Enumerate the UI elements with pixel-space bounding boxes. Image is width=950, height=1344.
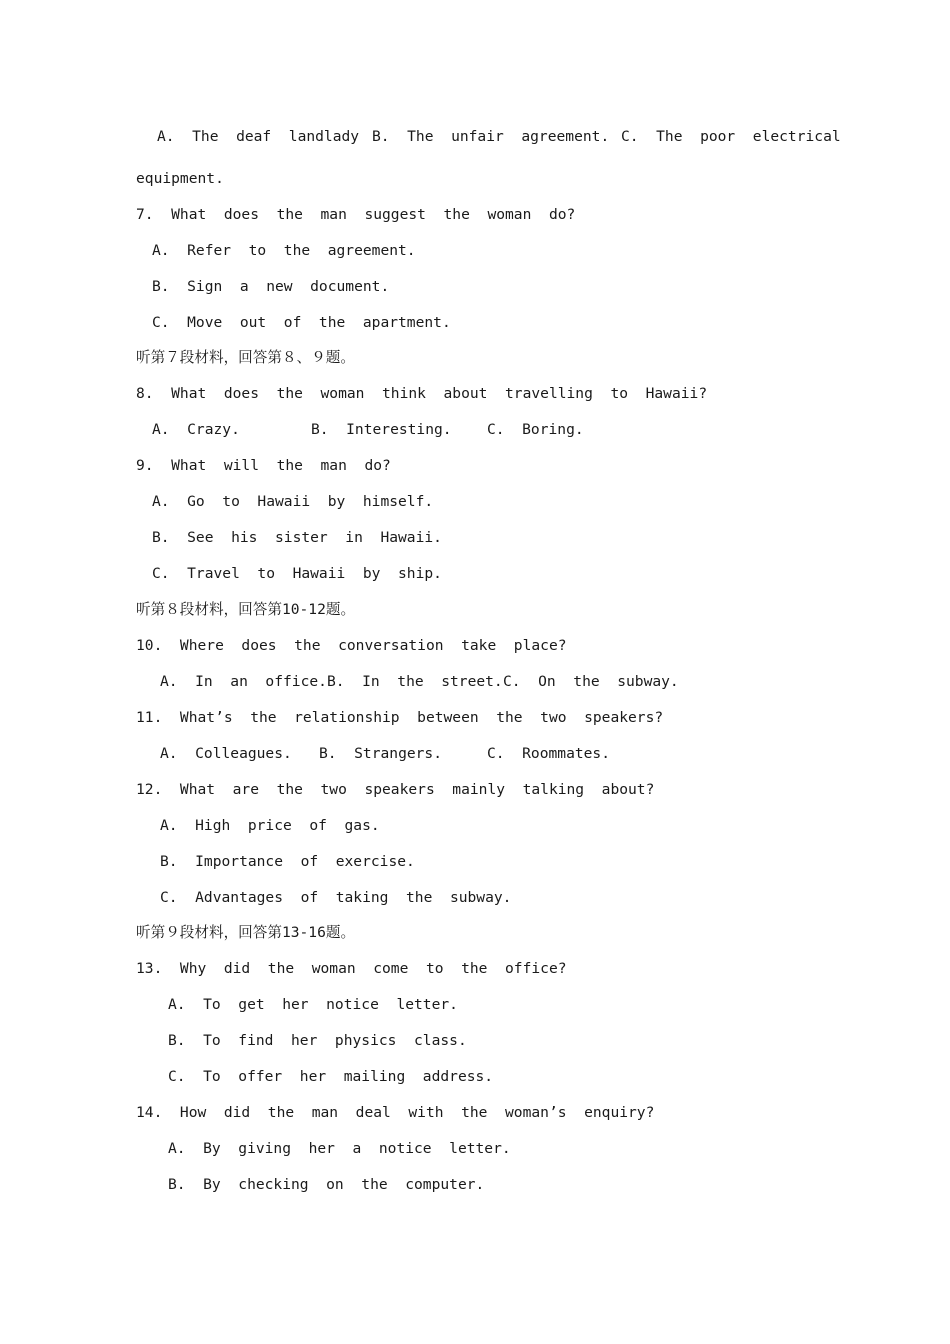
q13-option-c: C. To offer her mailing address. [168, 1068, 494, 1085]
section-heading-8: 听第８段材料，回答第10-12题。 [136, 601, 356, 618]
question-7: 7. What does the man suggest the woman do? [136, 206, 576, 223]
section-heading-9: 听第９段材料，回答第13-16题。 [136, 924, 356, 941]
question-10: 10. Where does the conversation take place? [136, 637, 567, 654]
q9-option-a: A. Go to Hawaii by himself. [152, 493, 434, 510]
q8-option-c: C. Boring. [487, 421, 584, 438]
q12-option-b: B. Importance of exercise. [160, 853, 415, 870]
q11-option-c: C. Roommates. [487, 745, 611, 762]
question-8: 8. What does the woman think about travelling to Hawaii? [136, 385, 708, 402]
q14-option-b: B. By checking on the computer. [168, 1176, 485, 1193]
q11-option-b: B. Strangers. [319, 745, 443, 762]
q6-option-b: B. The unfair agreement. [372, 128, 610, 145]
q10-option-c: C. On the subway. [503, 673, 679, 690]
section-heading-7: 听第７段材料，回答第８、９题。 [136, 349, 355, 366]
q14-option-a: A. By giving her a notice letter. [168, 1140, 511, 1157]
q6-option-c: C. The poor electrical [621, 128, 841, 145]
question-9: 9. What will the man do? [136, 457, 391, 474]
q9-option-b: B. See his sister in Hawaii. [152, 529, 442, 546]
q10-option-b: B. In the street. [327, 673, 503, 690]
question-14: 14. How did the man deal with the woman’s enquiry? [136, 1104, 655, 1121]
q8-option-a: A. Crazy. [152, 421, 240, 438]
question-12: 12. What are the two speakers mainly talking about? [136, 781, 655, 798]
q8-option-b: B. Interesting. [311, 421, 452, 438]
q10-option-a: A. In an office. [160, 673, 327, 690]
q7-option-b: B. Sign a new document. [152, 278, 390, 295]
q6-option-c-continued: equipment. [136, 170, 224, 187]
q13-option-b: B. To find her physics class. [168, 1032, 467, 1049]
q7-option-a: A. Refer to the agreement. [152, 242, 416, 259]
q6-option-a: A. The deaf landlady [157, 128, 360, 145]
q11-option-a: A. Colleagues. [160, 745, 292, 762]
q9-option-c: C. Travel to Hawaii by ship. [152, 565, 442, 582]
q7-option-c: C. Move out of the apartment. [152, 314, 451, 331]
q13-option-a: A. To get her notice letter. [168, 996, 458, 1013]
q12-option-c: C. Advantages of taking the subway. [160, 889, 512, 906]
question-11: 11. What’s the relationship between the two speakers? [136, 709, 664, 726]
q12-option-a: A. High price of gas. [160, 817, 380, 834]
question-13: 13. Why did the woman come to the office? [136, 960, 567, 977]
